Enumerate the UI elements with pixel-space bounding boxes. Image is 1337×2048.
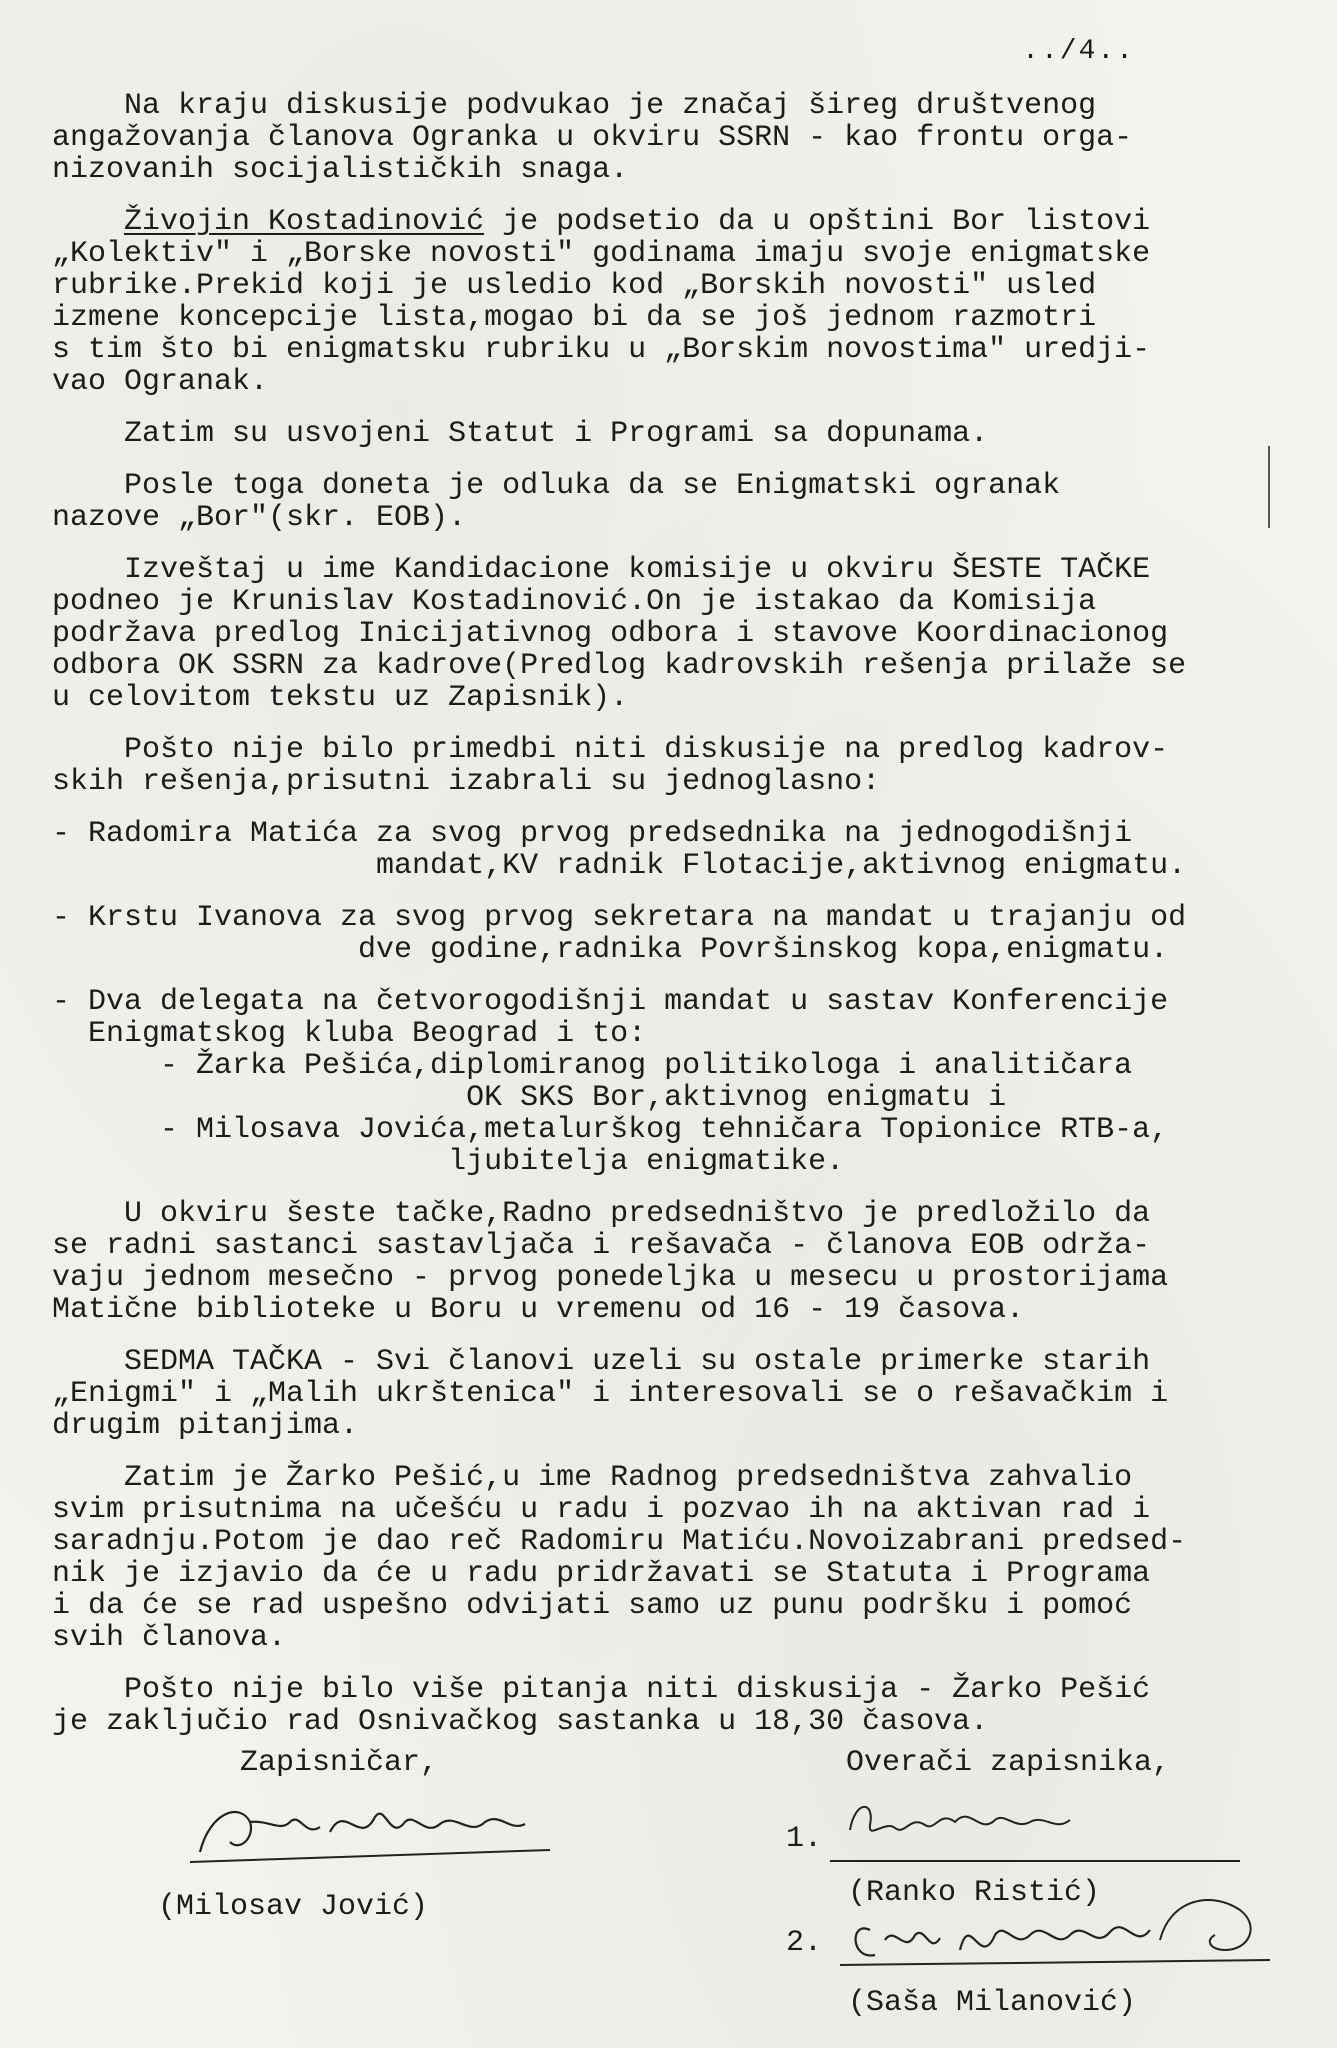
paragraph bbox=[52, 1346, 1292, 1442]
text-line: je zaključio rad Osnivačkog sastanka u 18,30 časova. bbox=[52, 1705, 989, 1739]
page-number: ../4.. bbox=[1022, 36, 1135, 67]
text-line: - Milosava Jovića,metalurškog tehničara Topionice RTB-a, bbox=[52, 1113, 1169, 1147]
text-line: Zatim je Žarko Pešić,u ime Radnog predsedništva zahvalio bbox=[52, 1461, 1133, 1495]
text-line: rubrike.Prekid koji je usledio kod „Borskih novosti" usled bbox=[52, 269, 1097, 303]
text-line: Na kraju diskusije podvukao je značaj šireg društvenog bbox=[52, 89, 1097, 123]
text-line: i da će se rad uspešno odvijati samo uz punu podršku i pomoć bbox=[52, 1589, 1133, 1623]
paragraph bbox=[52, 818, 1292, 882]
recorder-name: (Milosav Jović) bbox=[158, 1890, 429, 1924]
text-line: „Enigmi" i „Malih ukrštenica" i interesovali se o rešavačkim i bbox=[52, 1377, 1169, 1411]
paragraph bbox=[52, 470, 1292, 534]
text-line: U okviru šeste tačke,Radno predsedništvo je predložilo da bbox=[52, 1197, 1151, 1231]
text-line: Enigmatskog kluba Beograd i to: bbox=[52, 1017, 647, 1051]
verifier-2-number: 2. bbox=[786, 1926, 823, 1960]
signature-area bbox=[0, 1700, 1337, 2040]
text-line: Izveštaj u ime Kandidacione komisije u okviru ŠESTE TAČKE bbox=[52, 553, 1151, 587]
text-line: nizovanih socijalističkih snaga. bbox=[52, 153, 629, 187]
text-line: Matične biblioteke u Boru u vremenu od 16 - 19 časova. bbox=[52, 1293, 1025, 1327]
text-line: dve godine,radnika Površinskog kopa,enigmatu. bbox=[52, 933, 1169, 967]
verifier-1-signature bbox=[830, 1790, 1130, 1860]
paragraph bbox=[52, 902, 1292, 966]
verifier-1-name: (Ranko Ristić) bbox=[848, 1876, 1101, 1910]
verifier-2-name: (Saša Milanović) bbox=[848, 1986, 1137, 2020]
text-line: - Radomira Matića za svog prvog predsednika na jednogodišnji bbox=[52, 817, 1133, 851]
text-line: - Dva delegata na četvorogodišnji mandat u sastav Konferencije bbox=[52, 985, 1169, 1019]
text-line: - Žarka Pešića,diplomiranog politikologa i analitičara bbox=[52, 1049, 1133, 1083]
text-line: ljubitelja enigmatike. bbox=[52, 1145, 845, 1179]
text-line: svih članova. bbox=[52, 1621, 287, 1655]
paragraph bbox=[52, 1198, 1292, 1326]
verifier-2-signature bbox=[830, 1880, 1280, 1990]
text-line: nazove „Bor"(skr. EOB). bbox=[52, 501, 467, 535]
text-line: podržava predlog Inicijativnog odbora i stavove Koordinacionog bbox=[52, 617, 1169, 651]
text-line: se radni sastanci sastavljača i rešavača - članova EOB održa- bbox=[52, 1229, 1151, 1263]
verifiers-label: Overači zapisnika, bbox=[846, 1746, 1171, 1780]
text-line: s tim što bi enigmatsku rubriku u „Borskim novostima" uredji- bbox=[52, 333, 1151, 367]
paragraph bbox=[52, 554, 1292, 714]
text-line: izmene koncepcije lista,mogao bi da se još jednom razmotri bbox=[52, 301, 1097, 335]
recorder-label: Zapisničar, bbox=[240, 1746, 439, 1780]
text-line: angažovanja članova Ogranka u okviru SSRN - kao frontu orga- bbox=[52, 121, 1133, 155]
verifier-1-line bbox=[830, 1860, 1240, 1862]
text-line: u celovitom tekstu uz Zapisnik). bbox=[52, 681, 629, 715]
text-line: nik je izjavio da će u radu pridržavati se Statuta i Programa bbox=[52, 1557, 1151, 1591]
text-line: Zatim su usvojeni Statut i Programi sa dopunama. bbox=[52, 417, 989, 451]
text-line: Živojin Kostadinović je podsetio da u opštini Bor listovi bbox=[124, 205, 1151, 239]
text-line: - Krstu Ivanova za svog prvog sekretara na mandat u trajanju od bbox=[52, 901, 1187, 935]
text-line: vao Ogranak. bbox=[52, 365, 269, 399]
paragraph bbox=[52, 734, 1292, 798]
margin-mark bbox=[1268, 446, 1270, 528]
verifier-1-number: 1. bbox=[786, 1822, 823, 1856]
text-line: vaju jednom mesečno - prvog ponedeljka u mesecu u prostorijama bbox=[52, 1261, 1169, 1295]
text-line: Pošto nije bilo više pitanja niti diskusija - Žarko Pešić bbox=[52, 1673, 1151, 1707]
recorder-signature bbox=[180, 1792, 570, 1872]
text-line: svim prisutnima na učešću u radu i pozvao ih na aktivan rad i bbox=[52, 1493, 1151, 1527]
paragraph bbox=[52, 418, 1292, 450]
paragraph bbox=[52, 986, 1292, 1178]
text-line: Posle toga doneta je odluka da se Enigmatski ogranak bbox=[52, 469, 1061, 503]
text-line: Pošto nije bilo primedbi niti diskusije na predlog kadrov- bbox=[52, 733, 1169, 767]
document-body bbox=[52, 90, 1292, 1758]
text-line: „Kolektiv" i „Borske novosti" godinama imaju svoje enigmatske bbox=[52, 237, 1151, 271]
text-line: OK SKS Bor,aktivnog enigmatu i bbox=[52, 1081, 1007, 1115]
paragraph bbox=[52, 90, 1292, 186]
paragraph bbox=[52, 206, 1292, 398]
text-line: drugim pitanjima. bbox=[52, 1409, 359, 1443]
paragraph bbox=[52, 1462, 1292, 1654]
text-line: podneo je Krunislav Kostadinović.On je istakao da Komisija bbox=[52, 585, 1097, 619]
text-line: saradnju.Potom je dao reč Radomiru Matiću.Novoizabrani predsed- bbox=[52, 1525, 1187, 1559]
text-line: SEDMA TAČKA - Svi članovi uzeli su ostale primerke starih bbox=[52, 1345, 1151, 1379]
text-line: odbora OK SSRN za kadrove(Predlog kadrovskih rešenja prilaže se bbox=[52, 649, 1187, 683]
text-line: skih rešenja,prisutni izabrali su jednoglasno: bbox=[52, 765, 881, 799]
text-line: mandat,KV radnik Flotacije,aktivnog enigmatu. bbox=[52, 849, 1187, 883]
